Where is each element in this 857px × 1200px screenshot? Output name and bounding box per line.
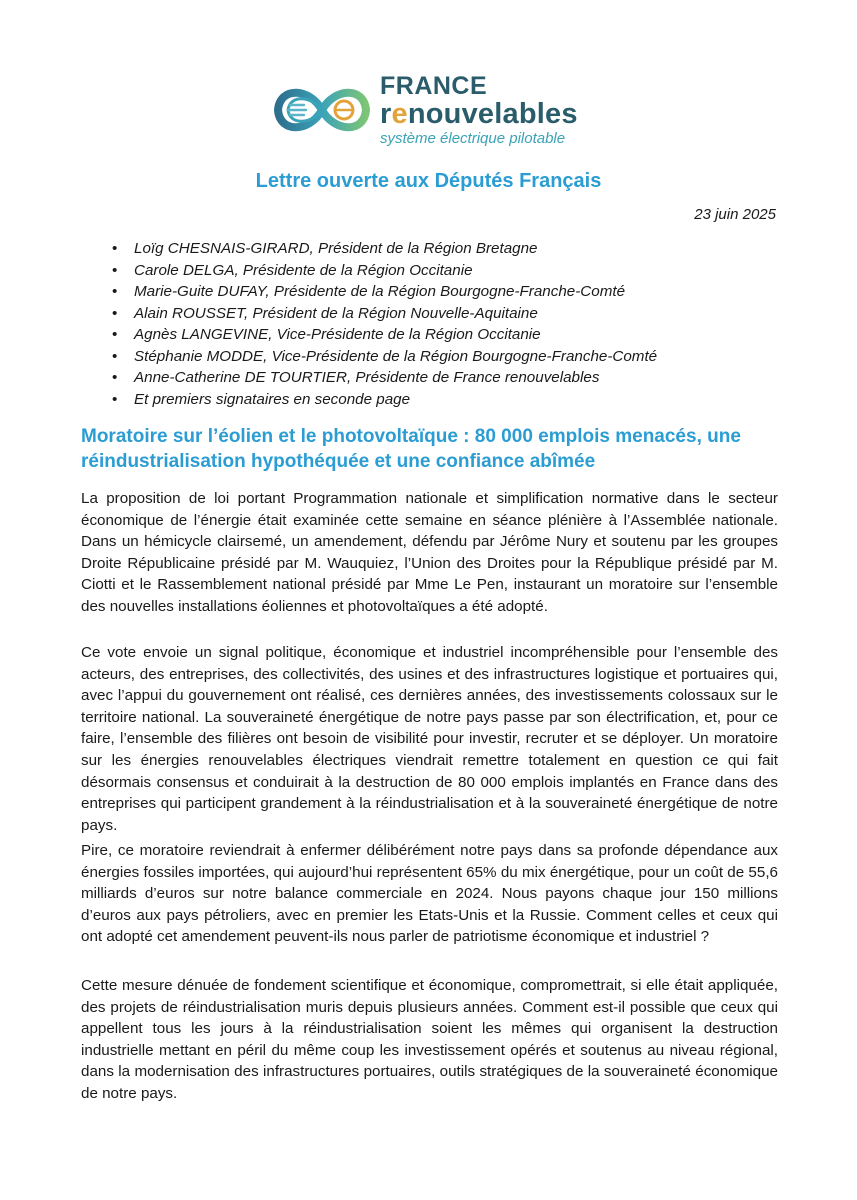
letter-title: Lettre ouverte aux Députés Français — [255, 170, 602, 192]
list-item: • Alain ROUSSET, Président de la Région Nouvelle-Aquitaine — [112, 303, 792, 325]
france-renouvelables-logo — [270, 72, 600, 148]
list-item: • Marie-Guite DUFAY, Présidente de la Région Bourgogne-Franche-Comté — [112, 281, 792, 303]
bullet-icon: • — [112, 261, 118, 279]
brand-name-line2: renouvelables — [380, 98, 578, 130]
bullet-icon: • — [112, 390, 118, 408]
list-item: • Loïg CHESNAIS-GIRARD, Président de la Région Bretagne — [112, 238, 792, 260]
signatories-list — [112, 238, 792, 410]
list-item: • Et premiers signataires en seconde page — [112, 389, 792, 411]
brand-tagline: système électrique pilotable — [380, 130, 566, 147]
list-item: • Stéphanie MODDE, Vice-Présidente de la Région Bourgogne-Franche-Comté — [112, 346, 792, 368]
body-paragraph: La proposition de loi portant Programmation nationale et simplification normative dans le secteur économique de l’énergie était examinée cette semaine en séance plénière à l’Assemblée nationale. Dans un hémicycle clairsemé, un amendement, défendu par Jérôme Nury et soutenu par les groupes Droite Républicaine présidé par M. Wauquiez, l’Union des Droites pour la République présidé par M. Ciotti et le Rassemblement national présidé par Mme Le Pen, instaurant un moratoire sur l’ensemble des nouvelles installations éoliennes et photovoltaïques a été adopté. — [81, 490, 778, 615]
body-paragraph: Pire, ce moratoire reviendrait à enfermer délibérément notre pays dans sa profonde dépendance aux énergies fossiles importées, qui aujourd’hui représentent 65% du mix énergétique, pour un coût de 55,6 milliards d’euros sur notre balance commerciale en 2024. Nous payons chaque jour 150 millions d’euros aux pays pétroliers, avec en premier les Etats-Unis et la Russie. Comment celles et ceux qui ont adopté cet amendement peuvent-ils nous parler de patriotisme économique et industriel ? — [81, 842, 778, 946]
list-item: • Anne-Catherine DE TOURTIER, Présidente de France renouvelables — [112, 367, 792, 389]
brand-name-line1: FRANCE — [380, 72, 488, 100]
body-paragraph: Cette mesure dénuée de fondement scientifique et économique, compromettrait, si elle était appliquée, des projets de réindustrialisation muris depuis plusieurs années. Comment est-il possible que ceux qui appellent tous les jours à la réindustrialisation soient les mêmes qui organisent la destruction industrielle mettant en péril du même coup les investissement opérés et soutenus au niveau régional, dans la modernisation des infrastructures portuaires, outils stratégiques de la souveraineté économique de notre pays. — [81, 977, 778, 1102]
body-paragraph: Ce vote envoie un signal politique, économique et industriel incompréhensible pour l’ensemble des acteurs, des entreprises, des collectivités, des usines et des infrastructures logistique et portuaires qui, avec l’appui du gouvernement ont réalisé, ces dernières années, des investissements colossaux sur le territoire national. La souveraineté énergétique de notre pays passe par son électrification, et, pour ce faire, l’ensemble des filières ont besoin de visibilité pour investir, recruter et se déployer. Un moratoire sur les énergies renouvelables électriques viendrait remettre totalement en question ce qui fait désormais consensus et conduirait à la destruction de 80 000 emplois implantés en France dans des entreprises qui participent grandement à la réindustrialisation et à la souveraineté énergétique de notre pays. — [81, 644, 778, 834]
bullet-icon: • — [112, 304, 118, 322]
bullet-icon: • — [112, 240, 118, 257]
bullet-icon: • — [112, 283, 118, 300]
list-item: • Carole DELGA, Présidente de la Région Occitanie — [112, 260, 792, 282]
list-item: • Agnès LANGEVINE, Vice-Présidente de la Région Occitanie — [112, 324, 792, 346]
infinity-logo-icon — [270, 72, 374, 148]
bullet-icon: • — [112, 369, 118, 386]
section-heading: Moratoire sur l’éolien et le photovoltaïque : 80 000 emplois menacés, une réindustrialisation hypothéquée et une confiance abîmée — [81, 426, 741, 472]
bullet-icon: • — [112, 326, 118, 343]
letter-date: 23 juin 2025 — [694, 206, 776, 223]
bullet-icon: • — [112, 347, 118, 365]
